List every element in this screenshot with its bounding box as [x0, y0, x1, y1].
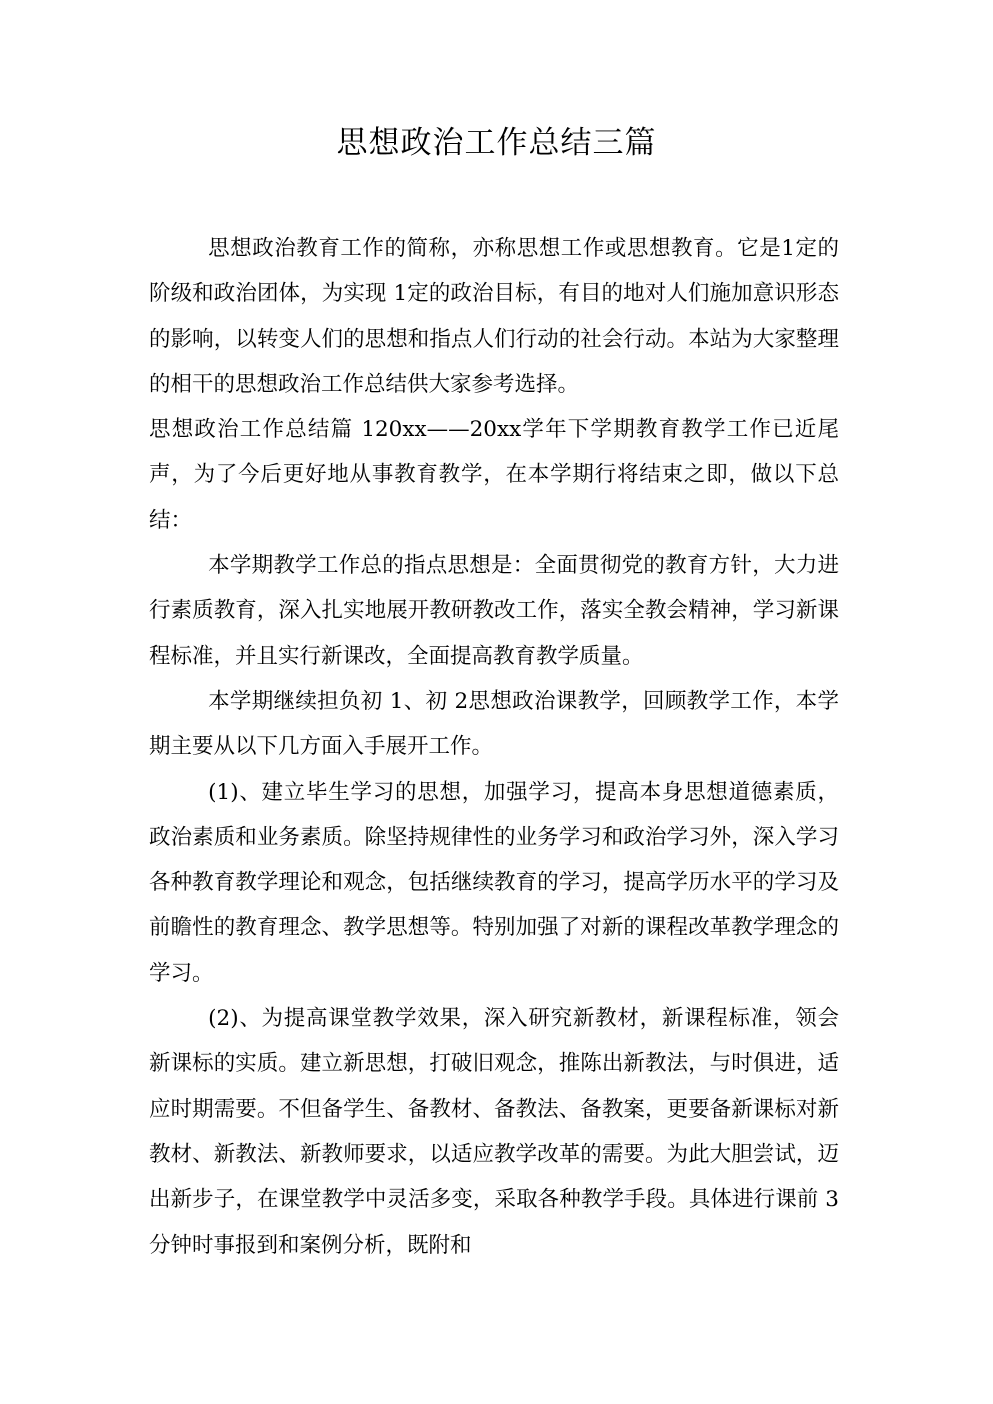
paragraph-part-one-opening: 思想政治工作总结篇 120xx——20xx学年下学期教育教学工作已近尾声，为了今后更好地从事教育教学，在本学期行将结束之即，做以下总结： — [149, 417, 839, 533]
paragraph-item-1: (1)、建立毕生学习的思想，加强学习，提高本身思想道德素质，政治素质和业务素质。除坚持规律性的业务学习和政治学习外，深入学习各种教育教学理论和观念，包括继续教育的学习，提高学历水平的学习及前瞻性的教育理念、教学思想等。特别加强了对新的课程改革教学理念的学习。 — [149, 779, 839, 986]
paragraph-guiding-thought: 本学期教学工作总的指点思想是：全面贯彻党的教育方针，大力进行素质教育，深入扎实地展开教研教改工作，落实全教会精神，学习新课程标准，并且实行新课改，全面提高教育教学质量。 — [149, 553, 839, 669]
paragraph-teaching-scope: 本学期继续担负初 1、初 2思想政治课教学，回顾教学工作，本学期主要从以下几方面入手展开工作。 — [149, 688, 839, 760]
document-body — [149, 226, 839, 1268]
paragraph-intro: 思想政治教育工作的简称，亦称思想工作或思想教育。它是1定的阶级和政治团体，为实现 1定的政治目标，有目的地对人们施加意识形态的影响，以转变人们的思想和指点人们行动的社会行动。本站为大家整理的相干的思想政治工作总结供大家参考选择。 — [149, 236, 839, 397]
document-title: 思想政治工作总结三篇 — [336, 125, 657, 161]
paragraph-item-2: (2)、为提高课堂教学效果，深入研究新教材，新课程标准，领会新课标的实质。建立新思想，打破旧观念，推陈出新教法，与时俱进，适应时期需要。不但备学生、备教材、备教法、备教案，更要备新课标对新教材、新教法、新教师要求，以适应教学改革的需要。为此大胆尝试，迈出新步子，在课堂教学中灵活多变，采取各种教学手段。具体进行课前 3分钟时事报到和案例分析，既附和 — [149, 1006, 839, 1258]
